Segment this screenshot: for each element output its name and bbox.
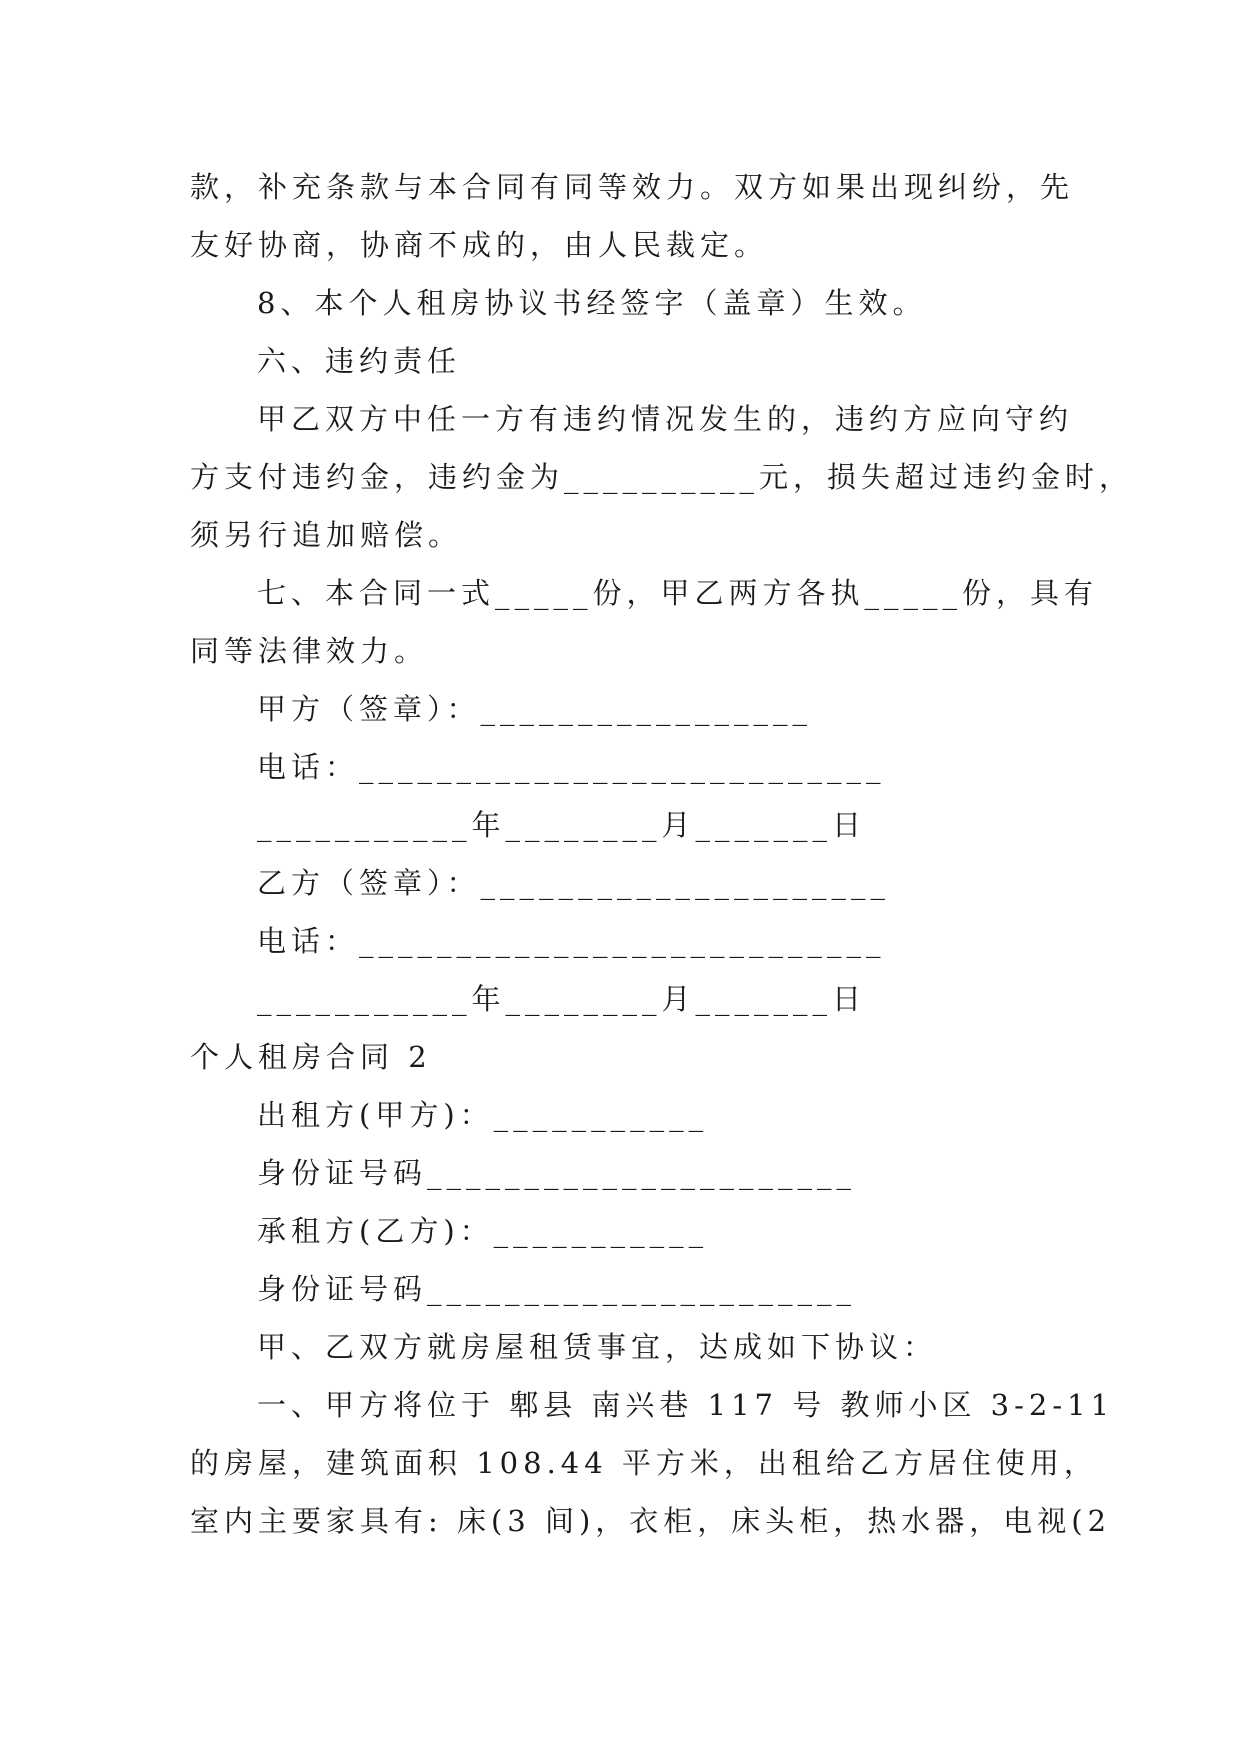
party-b-date-line: ___________年________月_______日: [257, 982, 867, 1016]
party-a-signature-line: 甲方（签章）：_________________: [257, 692, 813, 726]
lessee-line: 承租方(乙方)：___________: [257, 1214, 709, 1248]
copies-text-line: 七、本合同一式_____份，甲乙两方各执_____份，具有: [257, 576, 1099, 610]
clause-1-line: 的房屋，建筑面积 108.44 平方米，出租给乙方居住使用，: [190, 1446, 1098, 1480]
copies-text-line: 同等法律效力。: [190, 634, 429, 668]
lessor-id-line: 身份证号码______________________: [257, 1156, 857, 1190]
clause-8-line: 8、本个人租房协议书经签字（盖章）生效。: [257, 286, 927, 320]
agreement-intro-line: 甲、乙双方就房屋租赁事宜，达成如下协议：: [257, 1330, 938, 1364]
clause-text-line: 款，补充条款与本合同有同等效力。双方如果出现纠纷，先: [190, 170, 1075, 204]
party-b-phone-line: 电话：___________________________: [257, 924, 886, 958]
party-a-phone-line: 电话：___________________________: [257, 750, 886, 784]
clause-text-line: 友好协商，协商不成的，由人民裁定。: [190, 228, 769, 262]
section-heading-breach: 六、违约责任: [257, 344, 462, 378]
breach-text-line: 方支付违约金，违约金为__________元，损失超过违约金时，: [190, 460, 1134, 494]
contract-title-2: 个人租房合同 2: [190, 1040, 432, 1074]
lessor-line: 出租方(甲方)：___________: [257, 1098, 709, 1132]
breach-text-line: 甲乙双方中任一方有违约情况发生的，违约方应向守约: [257, 402, 1074, 436]
breach-text-line: 须另行追加赔偿。: [190, 518, 463, 552]
party-b-signature-line: 乙方（签章）：_____________________: [257, 866, 891, 900]
party-a-date-line: ___________年________月_______日: [257, 808, 867, 842]
lessee-id-line: 身份证号码______________________: [257, 1272, 857, 1306]
clause-1-line: 一、甲方将位于 郫县 南兴巷 117 号 教师小区 3-2-11: [257, 1388, 1115, 1422]
clause-1-line: 室内主要家具有: 床(3 间)，衣柜，床头柜，热水器，电视(2: [190, 1504, 1112, 1538]
